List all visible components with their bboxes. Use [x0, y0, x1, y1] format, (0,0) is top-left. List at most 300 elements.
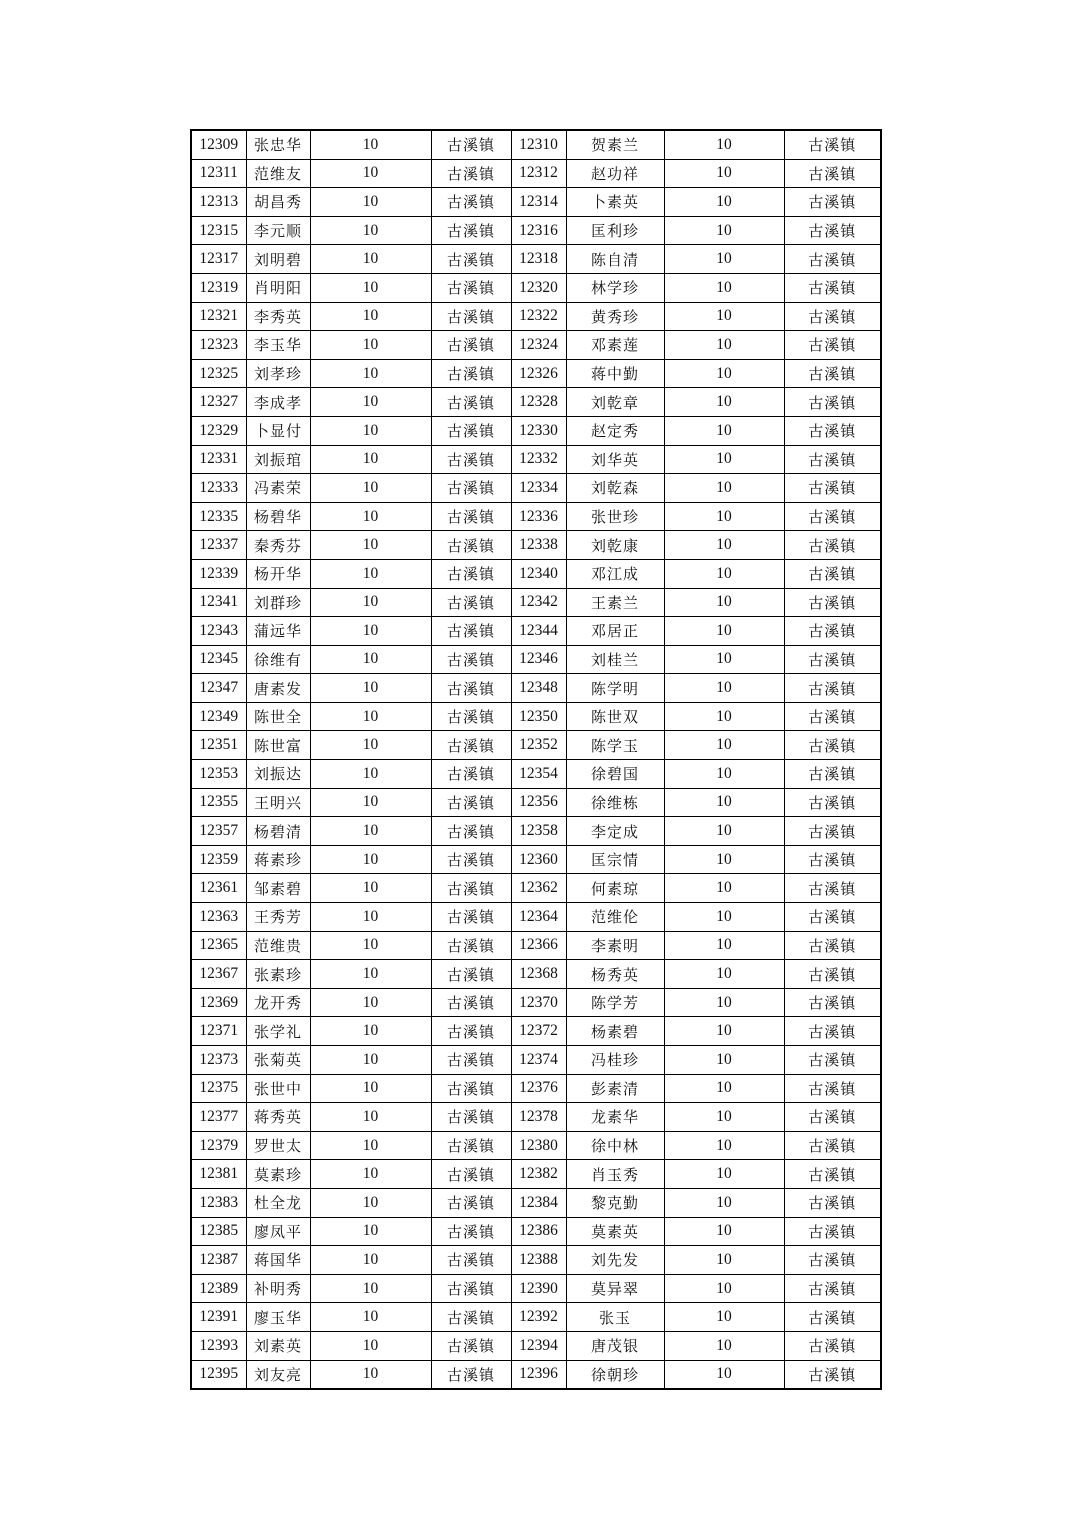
right-amount: 10 — [664, 388, 784, 417]
right-record-id: 12320 — [511, 273, 566, 302]
left-record-id: 12393 — [191, 1331, 246, 1360]
right-town-name: 古溪镇 — [784, 559, 881, 588]
left-person-name: 唐素发 — [246, 674, 310, 703]
right-record-id: 12334 — [511, 474, 566, 503]
left-person-name: 陈世全 — [246, 702, 310, 731]
table-row — [191, 445, 881, 474]
right-person-name: 杨秀英 — [566, 960, 664, 989]
right-person-name: 匡宗情 — [566, 845, 664, 874]
right-record-id: 12362 — [511, 874, 566, 903]
right-amount: 10 — [664, 874, 784, 903]
right-town-name: 古溪镇 — [784, 617, 881, 646]
table-row — [191, 845, 881, 874]
right-amount: 10 — [664, 159, 784, 188]
left-record-id: 12347 — [191, 674, 246, 703]
right-person-name: 黄秀珍 — [566, 302, 664, 331]
left-amount: 10 — [310, 874, 431, 903]
right-person-name: 卜素英 — [566, 188, 664, 217]
right-record-id: 12318 — [511, 245, 566, 274]
right-amount: 10 — [664, 931, 784, 960]
table-row — [191, 159, 881, 188]
right-town-name: 古溪镇 — [784, 588, 881, 617]
left-amount: 10 — [310, 1360, 431, 1389]
right-town-name: 古溪镇 — [784, 188, 881, 217]
right-town-name: 古溪镇 — [784, 159, 881, 188]
right-town-name: 古溪镇 — [784, 1274, 881, 1303]
left-town-name: 古溪镇 — [431, 1017, 511, 1046]
table-row — [191, 674, 881, 703]
left-record-id: 12335 — [191, 502, 246, 531]
left-person-name: 张素珍 — [246, 960, 310, 989]
left-town-name: 古溪镇 — [431, 416, 511, 445]
right-amount: 10 — [664, 273, 784, 302]
left-person-name: 龙开秀 — [246, 988, 310, 1017]
right-amount: 10 — [664, 1217, 784, 1246]
right-town-name: 古溪镇 — [784, 760, 881, 789]
right-person-name: 龙素华 — [566, 1103, 664, 1132]
left-person-name: 王秀芳 — [246, 903, 310, 932]
left-amount: 10 — [310, 617, 431, 646]
left-record-id: 12323 — [191, 331, 246, 360]
right-town-name: 古溪镇 — [784, 702, 881, 731]
right-person-name: 刘乾康 — [566, 531, 664, 560]
right-record-id: 12336 — [511, 502, 566, 531]
right-record-id: 12396 — [511, 1360, 566, 1389]
table-row — [191, 1360, 881, 1389]
right-person-name: 赵定秀 — [566, 416, 664, 445]
table-row — [191, 1246, 881, 1275]
right-town-name: 古溪镇 — [784, 1074, 881, 1103]
left-town-name: 古溪镇 — [431, 702, 511, 731]
left-person-name: 杨碧清 — [246, 817, 310, 846]
right-town-name: 古溪镇 — [784, 874, 881, 903]
table-row — [191, 559, 881, 588]
left-record-id: 12361 — [191, 874, 246, 903]
right-person-name: 陈自清 — [566, 245, 664, 274]
right-record-id: 12390 — [511, 1274, 566, 1303]
right-town-name: 古溪镇 — [784, 502, 881, 531]
left-amount: 10 — [310, 960, 431, 989]
left-person-name: 范维友 — [246, 159, 310, 188]
roster-table — [190, 129, 882, 1390]
left-person-name: 李秀英 — [246, 302, 310, 331]
left-town-name: 古溪镇 — [431, 903, 511, 932]
right-record-id: 12326 — [511, 359, 566, 388]
right-town-name: 古溪镇 — [784, 1188, 881, 1217]
left-person-name: 莫素珍 — [246, 1160, 310, 1189]
table-row — [191, 502, 881, 531]
left-amount: 10 — [310, 531, 431, 560]
left-amount: 10 — [310, 245, 431, 274]
right-record-id: 12394 — [511, 1331, 566, 1360]
left-person-name: 廖玉华 — [246, 1303, 310, 1332]
right-record-id: 12366 — [511, 931, 566, 960]
right-amount: 10 — [664, 245, 784, 274]
right-person-name: 莫异翠 — [566, 1274, 664, 1303]
left-person-name: 补明秀 — [246, 1274, 310, 1303]
right-person-name: 李素明 — [566, 931, 664, 960]
right-amount: 10 — [664, 359, 784, 388]
right-amount: 10 — [664, 760, 784, 789]
right-amount: 10 — [664, 674, 784, 703]
right-town-name: 古溪镇 — [784, 302, 881, 331]
right-person-name: 邓素莲 — [566, 331, 664, 360]
left-record-id: 12325 — [191, 359, 246, 388]
left-amount: 10 — [310, 788, 431, 817]
right-town-name: 古溪镇 — [784, 445, 881, 474]
right-town-name: 古溪镇 — [784, 245, 881, 274]
left-amount: 10 — [310, 817, 431, 846]
left-person-name: 杨开华 — [246, 559, 310, 588]
table-row — [191, 388, 881, 417]
left-amount: 10 — [310, 760, 431, 789]
left-town-name: 古溪镇 — [431, 216, 511, 245]
left-record-id: 12395 — [191, 1360, 246, 1389]
right-town-name: 古溪镇 — [784, 273, 881, 302]
right-record-id: 12352 — [511, 731, 566, 760]
table-row — [191, 188, 881, 217]
right-town-name: 古溪镇 — [784, 1046, 881, 1075]
left-person-name: 蒋国华 — [246, 1246, 310, 1275]
left-amount: 10 — [310, 674, 431, 703]
table-row — [191, 702, 881, 731]
left-town-name: 古溪镇 — [431, 931, 511, 960]
left-person-name: 冯素荣 — [246, 474, 310, 503]
left-person-name: 张学礼 — [246, 1017, 310, 1046]
right-person-name: 张玉 — [566, 1303, 664, 1332]
table-row — [191, 874, 881, 903]
right-record-id: 12310 — [511, 130, 566, 159]
left-record-id: 12313 — [191, 188, 246, 217]
right-town-name: 古溪镇 — [784, 960, 881, 989]
left-town-name: 古溪镇 — [431, 559, 511, 588]
right-town-name: 古溪镇 — [784, 130, 881, 159]
right-amount: 10 — [664, 416, 784, 445]
right-town-name: 古溪镇 — [784, 1303, 881, 1332]
left-person-name: 李玉华 — [246, 331, 310, 360]
left-amount: 10 — [310, 188, 431, 217]
table-row — [191, 760, 881, 789]
table-row — [191, 931, 881, 960]
right-person-name: 彭素清 — [566, 1074, 664, 1103]
left-amount: 10 — [310, 273, 431, 302]
right-amount: 10 — [664, 817, 784, 846]
left-record-id: 12377 — [191, 1103, 246, 1132]
right-record-id: 12374 — [511, 1046, 566, 1075]
left-amount: 10 — [310, 159, 431, 188]
left-record-id: 12383 — [191, 1188, 246, 1217]
left-town-name: 古溪镇 — [431, 531, 511, 560]
left-amount: 10 — [310, 1246, 431, 1275]
right-amount: 10 — [664, 474, 784, 503]
right-amount: 10 — [664, 702, 784, 731]
right-town-name: 古溪镇 — [784, 1103, 881, 1132]
left-amount: 10 — [310, 1074, 431, 1103]
right-person-name: 冯桂珍 — [566, 1046, 664, 1075]
left-record-id: 12371 — [191, 1017, 246, 1046]
right-person-name: 肖玉秀 — [566, 1160, 664, 1189]
table-row — [191, 1017, 881, 1046]
left-record-id: 12391 — [191, 1303, 246, 1332]
left-person-name: 范维贵 — [246, 931, 310, 960]
right-amount: 10 — [664, 1160, 784, 1189]
left-record-id: 12319 — [191, 273, 246, 302]
left-record-id: 12309 — [191, 130, 246, 159]
right-person-name: 杨素碧 — [566, 1017, 664, 1046]
right-person-name: 刘桂兰 — [566, 645, 664, 674]
left-record-id: 12357 — [191, 817, 246, 846]
left-record-id: 12317 — [191, 245, 246, 274]
left-town-name: 古溪镇 — [431, 502, 511, 531]
right-person-name: 邓江成 — [566, 559, 664, 588]
right-record-id: 12338 — [511, 531, 566, 560]
left-amount: 10 — [310, 903, 431, 932]
right-town-name: 古溪镇 — [784, 1017, 881, 1046]
right-record-id: 12344 — [511, 617, 566, 646]
right-record-id: 12314 — [511, 188, 566, 217]
left-amount: 10 — [310, 731, 431, 760]
right-amount: 10 — [664, 588, 784, 617]
left-town-name: 古溪镇 — [431, 1246, 511, 1275]
right-person-name: 刘华英 — [566, 445, 664, 474]
left-record-id: 12339 — [191, 559, 246, 588]
right-town-name: 古溪镇 — [784, 731, 881, 760]
left-town-name: 古溪镇 — [431, 845, 511, 874]
table-row — [191, 645, 881, 674]
left-town-name: 古溪镇 — [431, 731, 511, 760]
table-row — [191, 1103, 881, 1132]
left-town-name: 古溪镇 — [431, 960, 511, 989]
right-town-name: 古溪镇 — [784, 416, 881, 445]
left-town-name: 古溪镇 — [431, 817, 511, 846]
right-record-id: 12376 — [511, 1074, 566, 1103]
right-town-name: 古溪镇 — [784, 817, 881, 846]
right-record-id: 12330 — [511, 416, 566, 445]
right-amount: 10 — [664, 903, 784, 932]
left-amount: 10 — [310, 931, 431, 960]
table-row — [191, 1074, 881, 1103]
right-amount: 10 — [664, 988, 784, 1017]
left-person-name: 张忠华 — [246, 130, 310, 159]
left-record-id: 12363 — [191, 903, 246, 932]
table-row — [191, 731, 881, 760]
right-record-id: 12358 — [511, 817, 566, 846]
right-record-id: 12340 — [511, 559, 566, 588]
left-record-id: 12311 — [191, 159, 246, 188]
right-record-id: 12348 — [511, 674, 566, 703]
left-town-name: 古溪镇 — [431, 159, 511, 188]
right-record-id: 12388 — [511, 1246, 566, 1275]
right-amount: 10 — [664, 1360, 784, 1389]
left-record-id: 12365 — [191, 931, 246, 960]
left-person-name: 胡昌秀 — [246, 188, 310, 217]
left-person-name: 肖明阳 — [246, 273, 310, 302]
right-amount: 10 — [664, 1331, 784, 1360]
table-row — [191, 1160, 881, 1189]
left-amount: 10 — [310, 1217, 431, 1246]
right-person-name: 何素琼 — [566, 874, 664, 903]
right-amount: 10 — [664, 617, 784, 646]
left-amount: 10 — [310, 445, 431, 474]
left-person-name: 卜显付 — [246, 416, 310, 445]
right-person-name: 刘乾章 — [566, 388, 664, 417]
right-amount: 10 — [664, 1017, 784, 1046]
right-town-name: 古溪镇 — [784, 988, 881, 1017]
right-record-id: 12356 — [511, 788, 566, 817]
right-record-id: 12332 — [511, 445, 566, 474]
right-record-id: 12322 — [511, 302, 566, 331]
left-record-id: 12385 — [191, 1217, 246, 1246]
left-town-name: 古溪镇 — [431, 874, 511, 903]
right-town-name: 古溪镇 — [784, 474, 881, 503]
left-record-id: 12373 — [191, 1046, 246, 1075]
left-amount: 10 — [310, 416, 431, 445]
right-amount: 10 — [664, 1246, 784, 1275]
left-amount: 10 — [310, 988, 431, 1017]
left-amount: 10 — [310, 1331, 431, 1360]
right-amount: 10 — [664, 1303, 784, 1332]
table-row — [191, 817, 881, 846]
left-record-id: 12337 — [191, 531, 246, 560]
left-person-name: 蒲远华 — [246, 617, 310, 646]
table-row — [191, 331, 881, 360]
right-record-id: 12386 — [511, 1217, 566, 1246]
table-row — [191, 1331, 881, 1360]
left-town-name: 古溪镇 — [431, 245, 511, 274]
left-town-name: 古溪镇 — [431, 788, 511, 817]
right-town-name: 古溪镇 — [784, 645, 881, 674]
table-row — [191, 960, 881, 989]
table-row — [191, 903, 881, 932]
right-person-name: 徐维栋 — [566, 788, 664, 817]
right-record-id: 12312 — [511, 159, 566, 188]
left-town-name: 古溪镇 — [431, 1160, 511, 1189]
left-amount: 10 — [310, 1274, 431, 1303]
left-amount: 10 — [310, 702, 431, 731]
left-record-id: 12367 — [191, 960, 246, 989]
right-person-name: 贺素兰 — [566, 130, 664, 159]
left-person-name: 蒋秀英 — [246, 1103, 310, 1132]
table-row — [191, 1274, 881, 1303]
right-amount: 10 — [664, 130, 784, 159]
right-amount: 10 — [664, 1131, 784, 1160]
right-record-id: 12354 — [511, 760, 566, 789]
table-row — [191, 474, 881, 503]
right-record-id: 12382 — [511, 1160, 566, 1189]
right-person-name: 徐中林 — [566, 1131, 664, 1160]
left-record-id: 12345 — [191, 645, 246, 674]
right-person-name: 陈世双 — [566, 702, 664, 731]
right-amount: 10 — [664, 1074, 784, 1103]
right-person-name: 陈学玉 — [566, 731, 664, 760]
left-person-name: 刘群珍 — [246, 588, 310, 617]
left-amount: 10 — [310, 559, 431, 588]
right-town-name: 古溪镇 — [784, 1331, 881, 1360]
left-town-name: 古溪镇 — [431, 1217, 511, 1246]
right-person-name: 蒋中勤 — [566, 359, 664, 388]
table-row — [191, 1217, 881, 1246]
table-row — [191, 788, 881, 817]
left-record-id: 12349 — [191, 702, 246, 731]
left-town-name: 古溪镇 — [431, 988, 511, 1017]
right-amount: 10 — [664, 331, 784, 360]
left-record-id: 12381 — [191, 1160, 246, 1189]
right-amount: 10 — [664, 1274, 784, 1303]
table-row — [191, 617, 881, 646]
left-record-id: 12315 — [191, 216, 246, 245]
right-amount: 10 — [664, 216, 784, 245]
right-amount: 10 — [664, 502, 784, 531]
right-person-name: 邓居正 — [566, 617, 664, 646]
right-town-name: 古溪镇 — [784, 1131, 881, 1160]
left-record-id: 12353 — [191, 760, 246, 789]
right-person-name: 李定成 — [566, 817, 664, 846]
right-record-id: 12378 — [511, 1103, 566, 1132]
right-record-id: 12342 — [511, 588, 566, 617]
right-amount: 10 — [664, 445, 784, 474]
right-town-name: 古溪镇 — [784, 216, 881, 245]
left-amount: 10 — [310, 388, 431, 417]
right-town-name: 古溪镇 — [784, 674, 881, 703]
left-record-id: 12327 — [191, 388, 246, 417]
left-person-name: 李成孝 — [246, 388, 310, 417]
right-town-name: 古溪镇 — [784, 1160, 881, 1189]
left-person-name: 刘孝珍 — [246, 359, 310, 388]
right-amount: 10 — [664, 302, 784, 331]
right-record-id: 12316 — [511, 216, 566, 245]
left-town-name: 古溪镇 — [431, 1360, 511, 1389]
left-record-id: 12321 — [191, 302, 246, 331]
right-amount: 10 — [664, 1103, 784, 1132]
right-record-id: 12392 — [511, 1303, 566, 1332]
table-row — [191, 216, 881, 245]
left-person-name: 罗世太 — [246, 1131, 310, 1160]
right-record-id: 12368 — [511, 960, 566, 989]
left-record-id: 12375 — [191, 1074, 246, 1103]
left-town-name: 古溪镇 — [431, 1103, 511, 1132]
left-person-name: 陈世富 — [246, 731, 310, 760]
left-person-name: 秦秀芬 — [246, 531, 310, 560]
right-record-id: 12328 — [511, 388, 566, 417]
right-record-id: 12324 — [511, 331, 566, 360]
right-amount: 10 — [664, 531, 784, 560]
left-amount: 10 — [310, 1046, 431, 1075]
left-amount: 10 — [310, 845, 431, 874]
left-town-name: 古溪镇 — [431, 1131, 511, 1160]
right-amount: 10 — [664, 960, 784, 989]
left-person-name: 李元顺 — [246, 216, 310, 245]
table-row — [191, 302, 881, 331]
right-person-name: 林学珍 — [566, 273, 664, 302]
left-person-name: 杜全龙 — [246, 1188, 310, 1217]
right-amount: 10 — [664, 845, 784, 874]
right-amount: 10 — [664, 645, 784, 674]
left-record-id: 12329 — [191, 416, 246, 445]
left-person-name: 刘素英 — [246, 1331, 310, 1360]
table-row — [191, 1046, 881, 1075]
left-amount: 10 — [310, 1160, 431, 1189]
right-person-name: 匡利珍 — [566, 216, 664, 245]
right-record-id: 12372 — [511, 1017, 566, 1046]
table-row — [191, 130, 881, 159]
left-town-name: 古溪镇 — [431, 130, 511, 159]
left-person-name: 杨碧华 — [246, 502, 310, 531]
left-town-name: 古溪镇 — [431, 1303, 511, 1332]
table-row — [191, 245, 881, 274]
left-town-name: 古溪镇 — [431, 1188, 511, 1217]
left-record-id: 12333 — [191, 474, 246, 503]
roster-body — [191, 130, 881, 1389]
